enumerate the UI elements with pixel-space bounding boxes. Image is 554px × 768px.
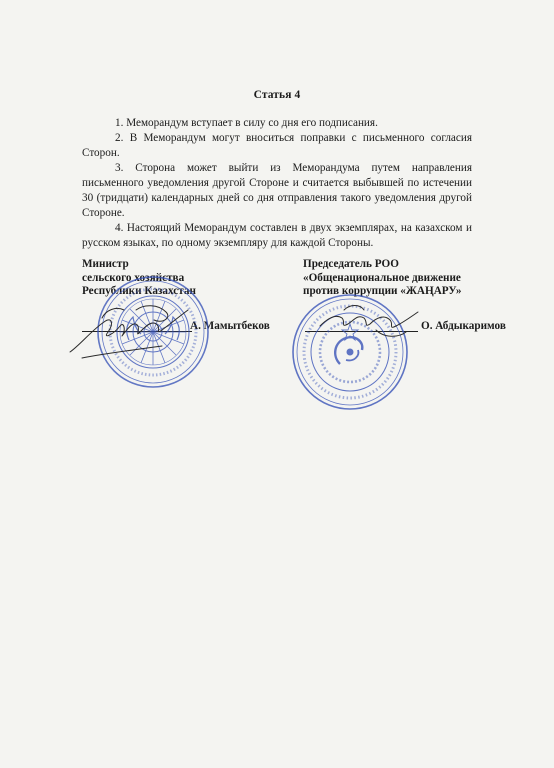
left-signatory-name: А. Мамытбеков bbox=[190, 320, 270, 332]
left-title-line: Республики Казахстан bbox=[82, 285, 196, 297]
left-title-line: сельского хозяйства bbox=[82, 271, 185, 284]
paragraph-3: 3. Сторона может выйти из Меморандума путем направления письменного уведомления другой Стороне и считается выбывшей по истечении 30 (тридцати) календарных дней со дня отправления такого уведомления другой Стороне. bbox=[82, 162, 472, 219]
left-handwritten-signature bbox=[62, 290, 202, 370]
paragraph-2: 2. В Меморандум могут вноситься поправки с письменного согласия Сторон. bbox=[82, 132, 472, 159]
article-body bbox=[82, 116, 472, 251]
right-title-line: «Общенациональное движение bbox=[303, 271, 461, 284]
right-signatory-name: О. Абдыкаримов bbox=[421, 320, 506, 332]
paragraph-1: 1. Меморандум вступает в силу со дня его подписания. bbox=[115, 117, 378, 129]
right-title-line: Председатель РОО bbox=[303, 258, 399, 270]
left-title-line: Министр bbox=[82, 258, 129, 270]
article-title: Статья 4 bbox=[253, 89, 301, 101]
right-handwritten-signature bbox=[314, 296, 424, 356]
paragraph-4: 4. Настоящий Меморандум составлен в двух экземплярах, на казахском и русском языках, по одному экземпляру для каждой Стороны. bbox=[82, 222, 472, 249]
right-title-line: против коррупции «ЖАҢАРУ» bbox=[303, 285, 462, 297]
